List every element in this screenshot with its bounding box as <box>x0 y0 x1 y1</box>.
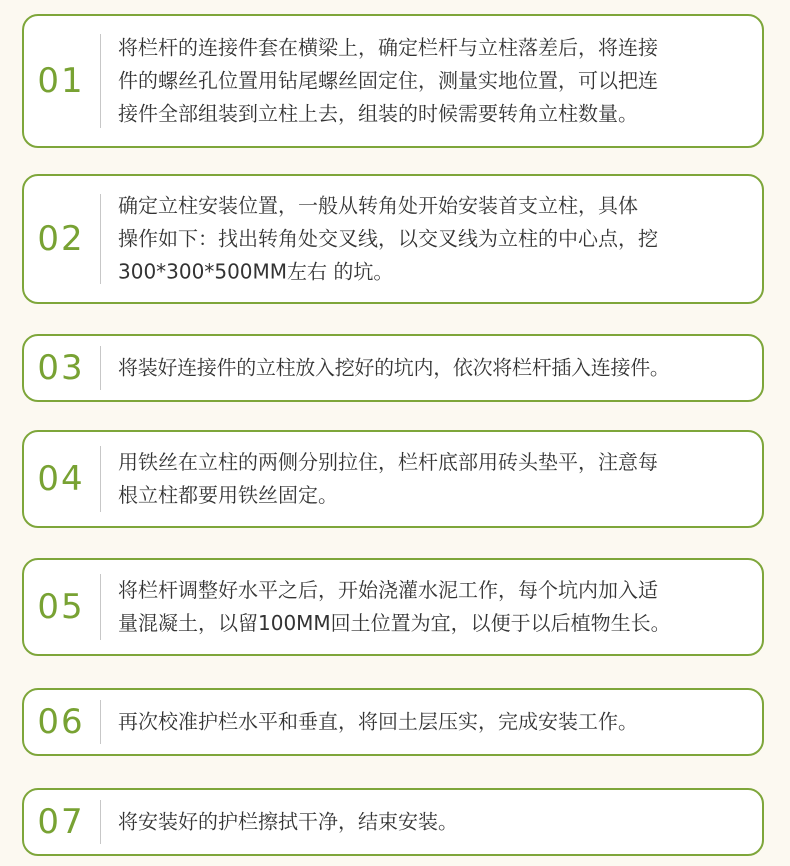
divider <box>100 800 101 844</box>
step-number: 04 <box>37 459 85 499</box>
step-text: 再次校准护栏水平和垂直，将回土层压实，完成安装工作。 <box>118 709 638 734</box>
divider <box>100 194 101 284</box>
step-number: 02 <box>37 219 85 259</box>
step-card-05 <box>22 558 764 656</box>
divider <box>100 34 101 128</box>
step-card-04 <box>22 430 764 528</box>
step-number: 05 <box>37 587 85 627</box>
step-card-06 <box>22 688 764 756</box>
step-card-01 <box>22 14 764 148</box>
step-number: 07 <box>37 802 85 842</box>
step-text: 将栏杆调整好水平之后，开始浇灌水泥工作，每个坑内加入适 量混凝土，以留100MM回土位置为宜，以便于以后植物生长。 <box>118 578 671 635</box>
divider <box>100 446 101 512</box>
step-card-02 <box>22 174 764 304</box>
step-number: 06 <box>37 702 85 742</box>
step-text: 将安装好的护栏擦拭干净，结束安装。 <box>118 809 458 834</box>
step-text: 确定立柱安装位置，一般从转角处开始安装首支立柱，具体 操作如下：找出转角处交叉线，以交叉线为立柱的中心点，挖 300*300*500MM左右 的坑。 <box>118 193 658 284</box>
step-number: 03 <box>37 348 85 388</box>
divider <box>100 700 101 744</box>
step-number: 01 <box>37 61 85 101</box>
step-text: 用铁丝在立柱的两侧分别拉住，栏杆底部用砖头垫平，注意每 根立柱都要用铁丝固定。 <box>118 450 658 507</box>
step-card-03 <box>22 334 764 402</box>
divider <box>100 574 101 640</box>
step-text: 将栏杆的连接件套在横梁上，确定栏杆与立柱落差后，将连接 件的螺丝孔位置用钻尾螺丝固定住，测量实地位置，可以把连 接件全部组装到立柱上去，组装的时候需要转角立柱数量。 <box>118 35 658 126</box>
divider <box>100 346 101 390</box>
step-text: 将装好连接件的立柱放入挖好的坑内，依次将栏杆插入连接件。 <box>118 355 670 380</box>
step-card-07 <box>22 788 764 856</box>
